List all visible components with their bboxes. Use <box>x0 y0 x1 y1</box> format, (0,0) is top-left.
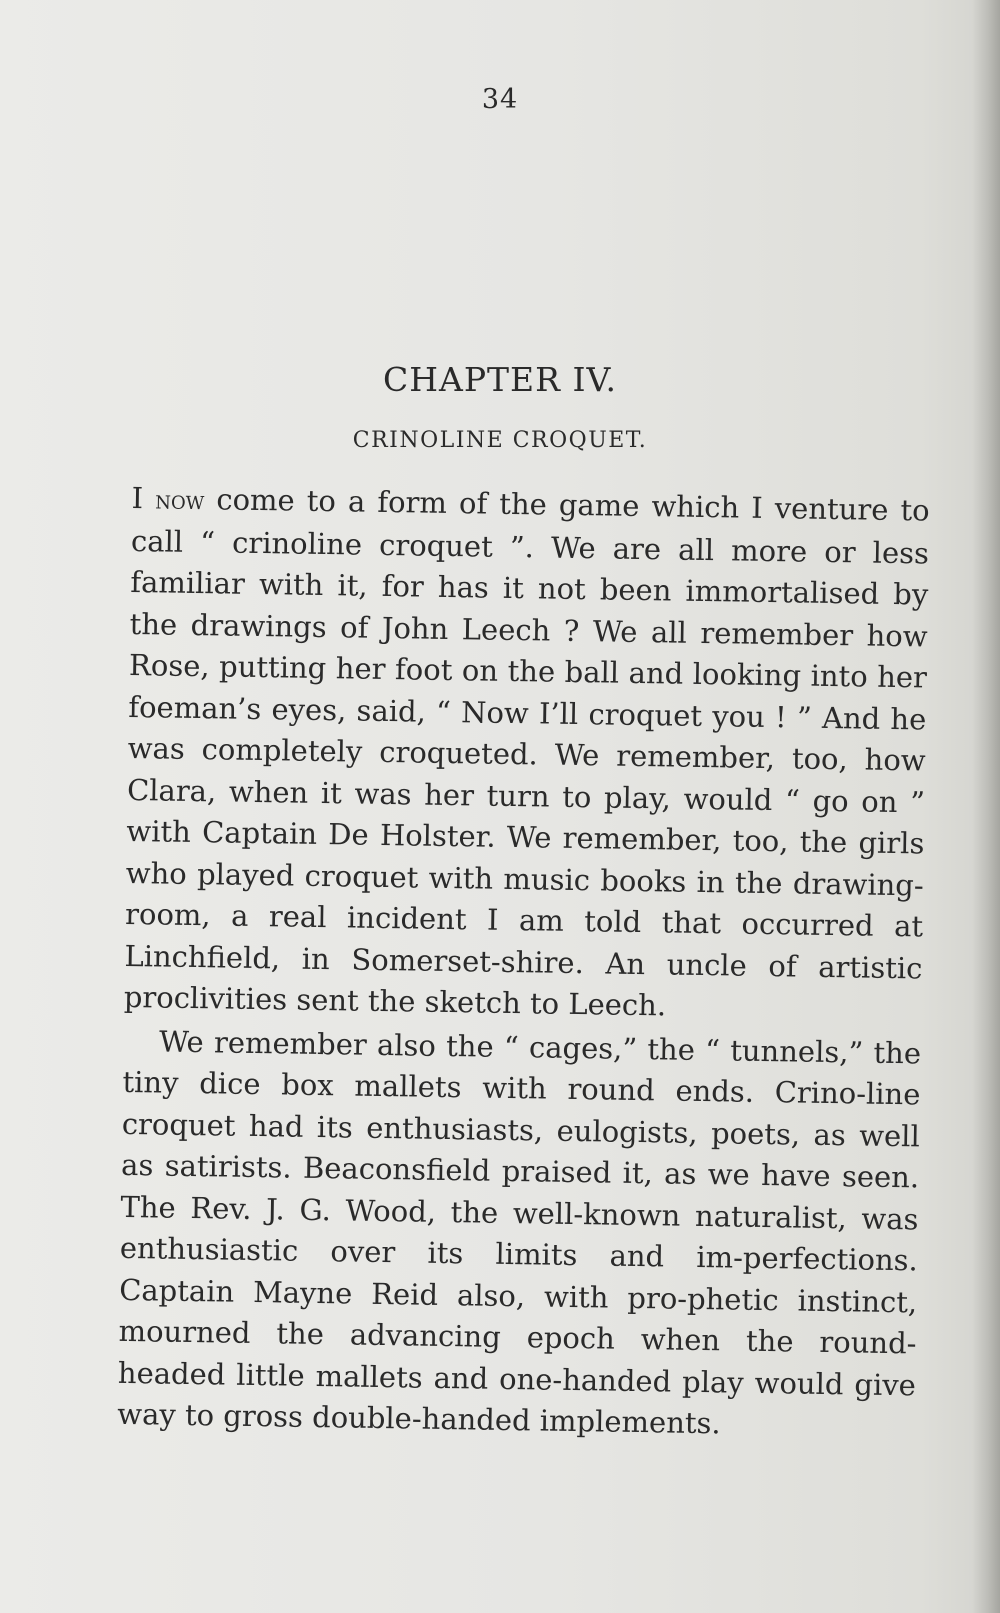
paragraph-1-smallcaps: now <box>155 485 205 516</box>
paragraph-1-initial: I <box>131 480 144 516</box>
chapter-subtitle: CRINOLINE CROQUET. <box>352 428 648 453</box>
paragraph-1-text: come to a form of the game which I venture to call “ crinoline croquet ”. We are all more or less familiar with it, for has it not been immortalised by the drawings of John Leech ? We all remember how Rose, putting her foot on the ball and looking into her foeman’s eyes, said, “ Now I’ll croquet you ! ” And he was completely croqueted. We remember, too, how Clara, when it was her turn to play, would “ go on ” with Captain De Holster. We remember, too, the girls who played croquet with music books in the drawing-room, a real incident I am told that occurred at Linchfield, in Somerset-shire. An uncle of artistic proclivities sent the sketch to Leech. <box>123 482 930 1023</box>
chapter-title: CHAPTER IV. <box>382 360 618 399</box>
page-number: 34 <box>481 84 519 115</box>
body-text <box>117 478 930 1448</box>
paragraph-2: We remember also the “ cages,” the “ tunnels,” the tiny dice box mallets with round ends. Crino-line croquet had its enthusiasts, eulogists, poets, as well as satirists. Beaconsfield praised it, as we have seen. The Rev. J. G. Wood, the well-known naturalist, was enthusiastic over its limits and im-perfections. Captain Mayne Reid also, with pro-phetic instinct, mourned the advancing epoch when the round-headed little mallets and one-handed play would give way to gross double-handed implements. <box>117 1023 922 1441</box>
page-edge-shadow <box>972 0 1000 1613</box>
paragraph-1 <box>124 478 930 1031</box>
